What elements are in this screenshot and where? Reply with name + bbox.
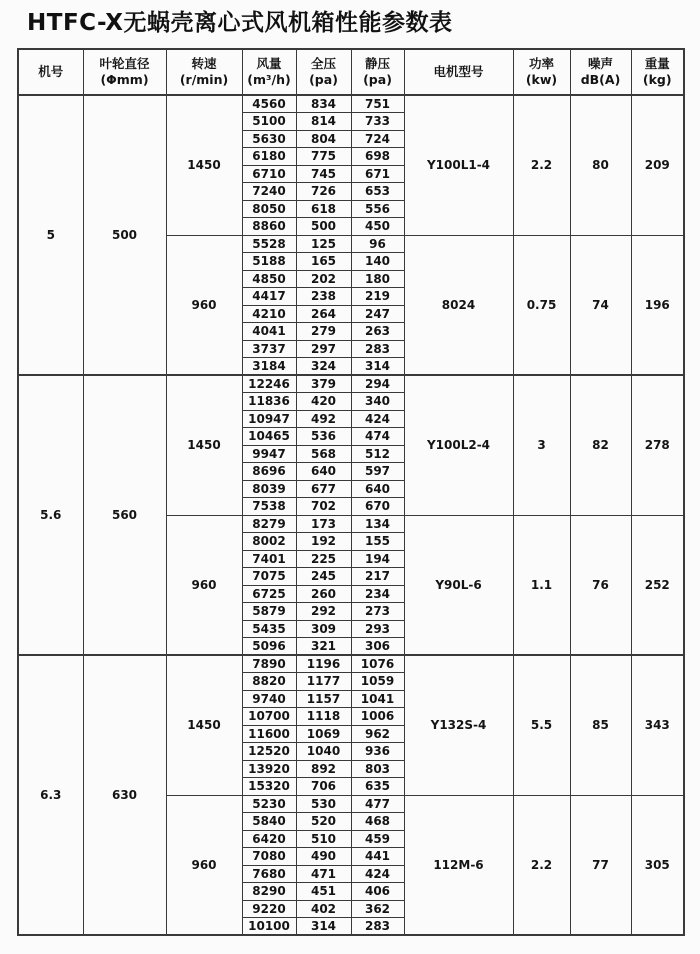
airflow-cell: 5630 <box>242 130 296 148</box>
total-pressure-cell: 536 <box>296 428 351 446</box>
total-pressure-cell: 1118 <box>296 708 351 726</box>
total-pressure-cell: 279 <box>296 323 351 341</box>
total-pressure-cell: 264 <box>296 305 351 323</box>
column-header-machine-no: 机号 <box>18 49 83 95</box>
total-pressure-cell: 702 <box>296 498 351 516</box>
total-pressure-cell: 500 <box>296 218 351 236</box>
motor-model-cell: Y100L1-4 <box>404 95 513 235</box>
total-pressure-cell: 238 <box>296 288 351 306</box>
performance-table <box>17 48 685 936</box>
total-pressure-cell: 1177 <box>296 673 351 691</box>
airflow-cell: 10100 <box>242 918 296 936</box>
static-pressure-cell: 698 <box>351 148 404 166</box>
noise-cell: 80 <box>570 95 631 235</box>
airflow-cell: 8820 <box>242 673 296 691</box>
weight-cell: 209 <box>631 95 684 235</box>
static-pressure-cell: 424 <box>351 865 404 883</box>
static-pressure-cell: 293 <box>351 620 404 638</box>
total-pressure-cell: 125 <box>296 235 351 253</box>
machine-no-cell: 5.6 <box>18 375 83 655</box>
airflow-cell: 6180 <box>242 148 296 166</box>
static-pressure-cell: 273 <box>351 603 404 621</box>
static-pressure-cell: 450 <box>351 218 404 236</box>
power-cell: 2.2 <box>513 95 570 235</box>
airflow-cell: 9220 <box>242 900 296 918</box>
static-pressure-cell: 670 <box>351 498 404 516</box>
total-pressure-cell: 490 <box>296 848 351 866</box>
column-header-noise: 噪声 dB(A) <box>570 49 631 95</box>
airflow-cell: 5100 <box>242 113 296 131</box>
airflow-cell: 9740 <box>242 690 296 708</box>
airflow-cell: 15320 <box>242 778 296 796</box>
static-pressure-cell: 96 <box>351 235 404 253</box>
table-row <box>18 655 684 673</box>
airflow-cell: 6420 <box>242 830 296 848</box>
airflow-cell: 9947 <box>242 445 296 463</box>
total-pressure-cell: 451 <box>296 883 351 901</box>
static-pressure-cell: 640 <box>351 480 404 498</box>
static-pressure-cell: 180 <box>351 270 404 288</box>
total-pressure-cell: 379 <box>296 375 351 393</box>
airflow-cell: 10947 <box>242 410 296 428</box>
power-cell: 0.75 <box>513 235 570 375</box>
airflow-cell: 10465 <box>242 428 296 446</box>
airflow-cell: 11600 <box>242 725 296 743</box>
static-pressure-cell: 219 <box>351 288 404 306</box>
total-pressure-cell: 1069 <box>296 725 351 743</box>
airflow-cell: 10700 <box>242 708 296 726</box>
total-pressure-cell: 804 <box>296 130 351 148</box>
static-pressure-cell: 306 <box>351 638 404 656</box>
static-pressure-cell: 283 <box>351 340 404 358</box>
total-pressure-cell: 834 <box>296 95 351 113</box>
table-header-row <box>18 49 684 95</box>
static-pressure-cell: 314 <box>351 358 404 376</box>
total-pressure-cell: 314 <box>296 918 351 936</box>
total-pressure-cell: 225 <box>296 550 351 568</box>
total-pressure-cell: 492 <box>296 410 351 428</box>
airflow-cell: 4417 <box>242 288 296 306</box>
total-pressure-cell: 297 <box>296 340 351 358</box>
static-pressure-cell: 424 <box>351 410 404 428</box>
static-pressure-cell: 1041 <box>351 690 404 708</box>
airflow-cell: 8696 <box>242 463 296 481</box>
airflow-cell: 5840 <box>242 813 296 831</box>
total-pressure-cell: 530 <box>296 795 351 813</box>
static-pressure-cell: 724 <box>351 130 404 148</box>
total-pressure-cell: 321 <box>296 638 351 656</box>
static-pressure-cell: 247 <box>351 305 404 323</box>
static-pressure-cell: 733 <box>351 113 404 131</box>
static-pressure-cell: 1006 <box>351 708 404 726</box>
speed-cell: 1450 <box>166 655 242 795</box>
total-pressure-cell: 640 <box>296 463 351 481</box>
machine-no-cell: 5 <box>18 95 83 375</box>
airflow-cell: 8290 <box>242 883 296 901</box>
noise-cell: 76 <box>570 515 631 655</box>
static-pressure-cell: 283 <box>351 918 404 936</box>
column-header-total-pressure: 全压 (pa) <box>296 49 351 95</box>
static-pressure-cell: 477 <box>351 795 404 813</box>
airflow-cell: 4041 <box>242 323 296 341</box>
column-header-impeller-diameter: 叶轮直径 (Φmm) <box>83 49 166 95</box>
motor-model-cell: Y132S-4 <box>404 655 513 795</box>
total-pressure-cell: 292 <box>296 603 351 621</box>
total-pressure-cell: 510 <box>296 830 351 848</box>
power-cell: 3 <box>513 375 570 515</box>
airflow-cell: 5528 <box>242 235 296 253</box>
airflow-cell: 6710 <box>242 165 296 183</box>
total-pressure-cell: 706 <box>296 778 351 796</box>
static-pressure-cell: 140 <box>351 253 404 271</box>
power-cell: 1.1 <box>513 515 570 655</box>
airflow-cell: 5188 <box>242 253 296 271</box>
weight-cell: 252 <box>631 515 684 655</box>
speed-cell: 1450 <box>166 375 242 515</box>
airflow-cell: 8002 <box>242 533 296 551</box>
total-pressure-cell: 745 <box>296 165 351 183</box>
airflow-cell: 8279 <box>242 515 296 533</box>
static-pressure-cell: 468 <box>351 813 404 831</box>
static-pressure-cell: 217 <box>351 568 404 586</box>
total-pressure-cell: 677 <box>296 480 351 498</box>
airflow-cell: 8050 <box>242 200 296 218</box>
airflow-cell: 4210 <box>242 305 296 323</box>
airflow-cell: 6725 <box>242 585 296 603</box>
machine-no-cell: 6.3 <box>18 655 83 935</box>
airflow-cell: 7890 <box>242 655 296 673</box>
airflow-cell: 5230 <box>242 795 296 813</box>
static-pressure-cell: 441 <box>351 848 404 866</box>
airflow-cell: 5879 <box>242 603 296 621</box>
airflow-cell: 3184 <box>242 358 296 376</box>
static-pressure-cell: 294 <box>351 375 404 393</box>
static-pressure-cell: 459 <box>351 830 404 848</box>
power-cell: 5.5 <box>513 655 570 795</box>
noise-cell: 85 <box>570 655 631 795</box>
total-pressure-cell: 402 <box>296 900 351 918</box>
speed-cell: 960 <box>166 235 242 375</box>
weight-cell: 343 <box>631 655 684 795</box>
total-pressure-cell: 892 <box>296 760 351 778</box>
airflow-cell: 5096 <box>242 638 296 656</box>
column-header-weight: 重量 (kg) <box>631 49 684 95</box>
column-header-motor-model: 电机型号 <box>404 49 513 95</box>
total-pressure-cell: 324 <box>296 358 351 376</box>
noise-cell: 82 <box>570 375 631 515</box>
total-pressure-cell: 568 <box>296 445 351 463</box>
static-pressure-cell: 597 <box>351 463 404 481</box>
total-pressure-cell: 1157 <box>296 690 351 708</box>
airflow-cell: 7080 <box>242 848 296 866</box>
airflow-cell: 12520 <box>242 743 296 761</box>
power-cell: 2.2 <box>513 795 570 935</box>
column-header-static-pressure: 静压 (pa) <box>351 49 404 95</box>
static-pressure-cell: 340 <box>351 393 404 411</box>
static-pressure-cell: 653 <box>351 183 404 201</box>
noise-cell: 77 <box>570 795 631 935</box>
total-pressure-cell: 618 <box>296 200 351 218</box>
motor-model-cell: Y90L-6 <box>404 515 513 655</box>
static-pressure-cell: 263 <box>351 323 404 341</box>
total-pressure-cell: 309 <box>296 620 351 638</box>
total-pressure-cell: 173 <box>296 515 351 533</box>
column-header-airflow: 风量 (m³/h) <box>242 49 296 95</box>
total-pressure-cell: 202 <box>296 270 351 288</box>
static-pressure-cell: 671 <box>351 165 404 183</box>
total-pressure-cell: 775 <box>296 148 351 166</box>
speed-cell: 1450 <box>166 95 242 235</box>
airflow-cell: 4560 <box>242 95 296 113</box>
total-pressure-cell: 165 <box>296 253 351 271</box>
static-pressure-cell: 936 <box>351 743 404 761</box>
static-pressure-cell: 635 <box>351 778 404 796</box>
static-pressure-cell: 194 <box>351 550 404 568</box>
weight-cell: 305 <box>631 795 684 935</box>
motor-model-cell: 112M-6 <box>404 795 513 935</box>
airflow-cell: 8860 <box>242 218 296 236</box>
static-pressure-cell: 512 <box>351 445 404 463</box>
airflow-cell: 3737 <box>242 340 296 358</box>
airflow-cell: 7240 <box>242 183 296 201</box>
page-title: HTFC-X无蜗壳离心式风机箱性能参数表 <box>27 10 453 36</box>
static-pressure-cell: 362 <box>351 900 404 918</box>
column-header-power: 功率 (kw) <box>513 49 570 95</box>
total-pressure-cell: 520 <box>296 813 351 831</box>
static-pressure-cell: 751 <box>351 95 404 113</box>
static-pressure-cell: 1076 <box>351 655 404 673</box>
motor-model-cell: Y100L2-4 <box>404 375 513 515</box>
fan-table-body <box>18 95 684 935</box>
static-pressure-cell: 134 <box>351 515 404 533</box>
noise-cell: 74 <box>570 235 631 375</box>
speed-cell: 960 <box>166 795 242 935</box>
airflow-cell: 12246 <box>242 375 296 393</box>
static-pressure-cell: 556 <box>351 200 404 218</box>
airflow-cell: 7680 <box>242 865 296 883</box>
weight-cell: 196 <box>631 235 684 375</box>
total-pressure-cell: 192 <box>296 533 351 551</box>
airflow-cell: 7538 <box>242 498 296 516</box>
static-pressure-cell: 803 <box>351 760 404 778</box>
static-pressure-cell: 474 <box>351 428 404 446</box>
impeller-diameter-cell: 500 <box>83 95 166 375</box>
weight-cell: 278 <box>631 375 684 515</box>
airflow-cell: 5435 <box>242 620 296 638</box>
static-pressure-cell: 155 <box>351 533 404 551</box>
total-pressure-cell: 726 <box>296 183 351 201</box>
airflow-cell: 13920 <box>242 760 296 778</box>
airflow-cell: 7075 <box>242 568 296 586</box>
airflow-cell: 4850 <box>242 270 296 288</box>
total-pressure-cell: 260 <box>296 585 351 603</box>
speed-cell: 960 <box>166 515 242 655</box>
total-pressure-cell: 1196 <box>296 655 351 673</box>
motor-model-cell: 8024 <box>404 235 513 375</box>
static-pressure-cell: 962 <box>351 725 404 743</box>
table-row <box>18 375 684 393</box>
airflow-cell: 7401 <box>242 550 296 568</box>
total-pressure-cell: 471 <box>296 865 351 883</box>
static-pressure-cell: 234 <box>351 585 404 603</box>
total-pressure-cell: 1040 <box>296 743 351 761</box>
table-row <box>18 95 684 113</box>
column-header-speed: 转速 (r/min) <box>166 49 242 95</box>
static-pressure-cell: 406 <box>351 883 404 901</box>
total-pressure-cell: 420 <box>296 393 351 411</box>
total-pressure-cell: 245 <box>296 568 351 586</box>
static-pressure-cell: 1059 <box>351 673 404 691</box>
airflow-cell: 11836 <box>242 393 296 411</box>
airflow-cell: 8039 <box>242 480 296 498</box>
impeller-diameter-cell: 560 <box>83 375 166 655</box>
total-pressure-cell: 814 <box>296 113 351 131</box>
impeller-diameter-cell: 630 <box>83 655 166 935</box>
